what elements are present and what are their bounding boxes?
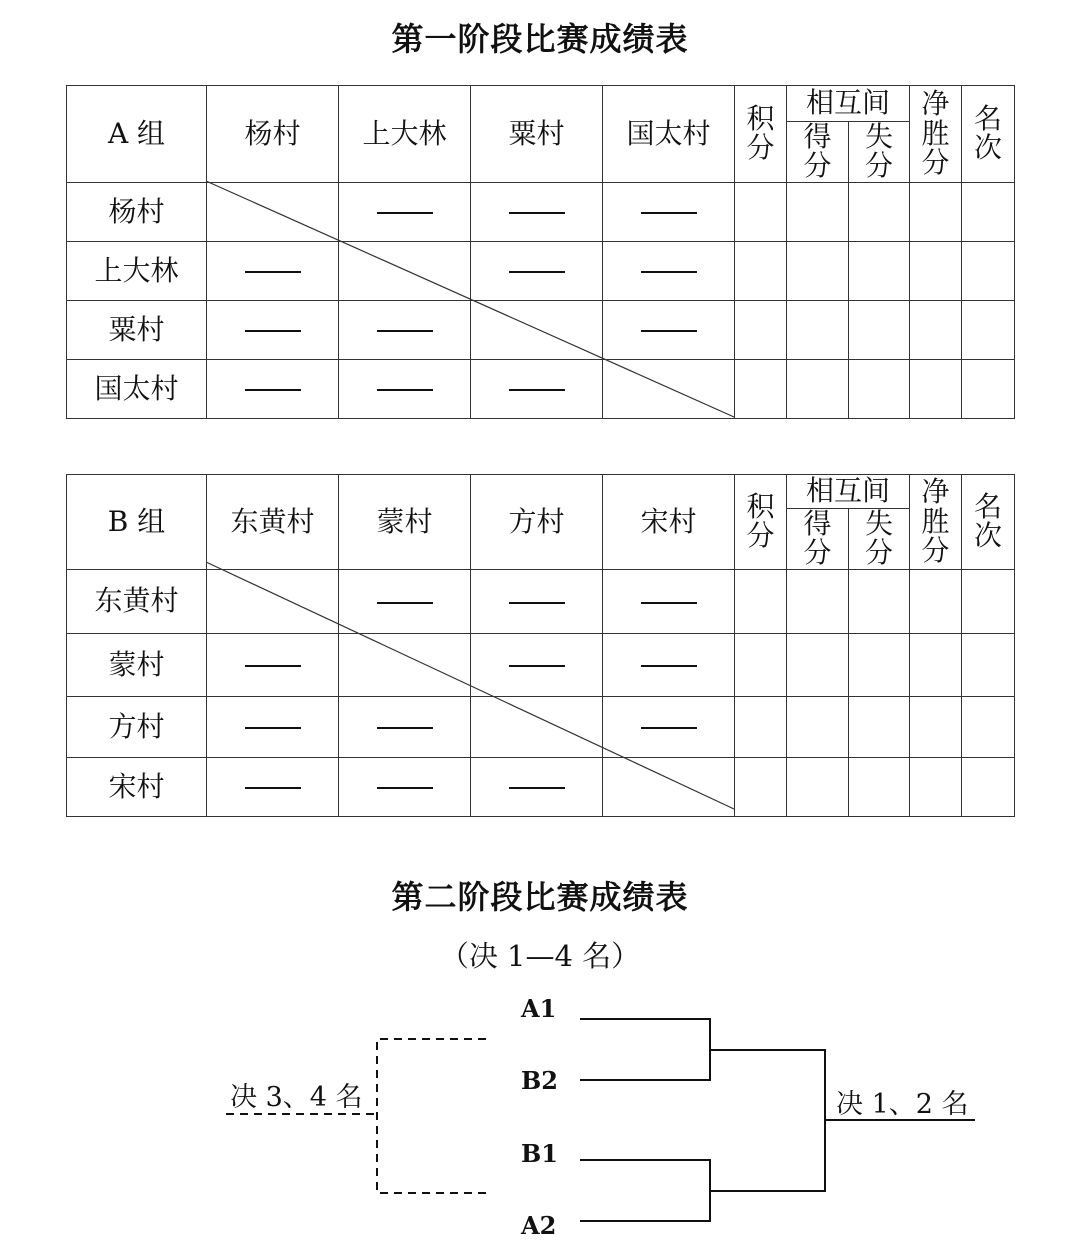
seed-b1: B1	[521, 1139, 558, 1168]
dash-mark	[377, 727, 433, 729]
diagonal-cell	[339, 242, 471, 301]
row-team: 杨村	[67, 183, 207, 242]
conceded-header: 失分	[849, 122, 910, 183]
dash-mark	[377, 389, 433, 391]
table-row	[67, 360, 1015, 419]
dash-mark	[641, 271, 697, 273]
dash-mark	[509, 602, 565, 604]
net-header: 净胜分	[910, 86, 962, 183]
dash-mark	[509, 787, 565, 789]
row-team: 东黄村	[67, 570, 207, 634]
dash-mark	[509, 665, 565, 667]
third-place-bracket	[226, 1039, 486, 1193]
semifinal-1-bracket	[580, 1019, 710, 1080]
diagonal-cell	[471, 697, 603, 758]
dash-mark	[245, 330, 301, 332]
dash-mark	[641, 330, 697, 332]
col-team-3: 方村	[471, 475, 603, 570]
row-team: 蒙村	[67, 634, 207, 697]
table-row	[67, 634, 1015, 697]
diagonal-cell	[603, 758, 735, 817]
col-team-1: 杨村	[207, 86, 339, 183]
dash-mark	[377, 212, 433, 214]
table-row	[67, 697, 1015, 758]
dash-mark	[641, 665, 697, 667]
diagonal-cell	[207, 570, 339, 634]
dash-mark	[509, 271, 565, 273]
group-b-label: B 组	[67, 475, 207, 570]
stage2-title: 第二阶段比赛成绩表	[391, 878, 689, 916]
col-team-4: 国太村	[603, 86, 735, 183]
semifinal-2-bracket	[580, 1160, 710, 1221]
dash-mark	[641, 212, 697, 214]
dash-mark	[245, 271, 301, 273]
points-header: 积分	[735, 475, 787, 570]
points-header: 积分	[735, 86, 787, 183]
dash-mark	[377, 787, 433, 789]
final-bracket	[710, 1050, 825, 1191]
third-place-label: 决 3、4 名	[230, 1082, 363, 1113]
row-team: 上大林	[67, 242, 207, 301]
scored-header: 得分	[787, 122, 849, 183]
net-header: 净胜分	[910, 475, 962, 570]
diagonal-cell	[207, 183, 339, 242]
stage2-subtitle: （决 1—4 名）	[439, 939, 641, 973]
group-a-table	[66, 85, 1014, 419]
group-a-label: A 组	[67, 86, 207, 183]
diagonal-cell	[471, 301, 603, 360]
table-row	[67, 242, 1015, 301]
dash-mark	[509, 389, 565, 391]
seed-a2: A2	[521, 1211, 557, 1240]
dash-mark	[377, 330, 433, 332]
stage1-title: 第一阶段比赛成绩表	[391, 20, 689, 58]
dash-mark	[641, 727, 697, 729]
dash-mark	[509, 212, 565, 214]
final-label: 决 1、2 名	[836, 1089, 969, 1120]
group-b-table	[66, 474, 1014, 817]
dash-mark	[245, 787, 301, 789]
diagonal-cell	[339, 634, 471, 697]
table-row	[67, 183, 1015, 242]
col-team-3: 粟村	[471, 86, 603, 183]
col-team-2: 蒙村	[339, 475, 471, 570]
mutual-header: 相互间	[787, 475, 910, 509]
scored-header: 得分	[787, 509, 849, 570]
row-team: 方村	[67, 697, 207, 758]
col-team-4: 宋村	[603, 475, 735, 570]
rank-header: 名次	[962, 86, 1015, 183]
row-team: 国太村	[67, 360, 207, 419]
col-team-2: 上大林	[339, 86, 471, 183]
dash-mark	[245, 389, 301, 391]
seed-a1: A1	[521, 994, 557, 1023]
table-row	[67, 570, 1015, 634]
dash-mark	[245, 665, 301, 667]
dash-mark	[641, 602, 697, 604]
mutual-header: 相互间	[787, 86, 910, 122]
table-row	[67, 758, 1015, 817]
row-team: 粟村	[67, 301, 207, 360]
table-row	[67, 301, 1015, 360]
dash-mark	[245, 727, 301, 729]
row-team: 宋村	[67, 758, 207, 817]
seed-b2: B2	[521, 1066, 558, 1095]
dash-mark	[377, 602, 433, 604]
diagonal-cell	[603, 360, 735, 419]
conceded-header: 失分	[849, 509, 910, 570]
rank-header: 名次	[962, 475, 1015, 570]
col-team-1: 东黄村	[207, 475, 339, 570]
